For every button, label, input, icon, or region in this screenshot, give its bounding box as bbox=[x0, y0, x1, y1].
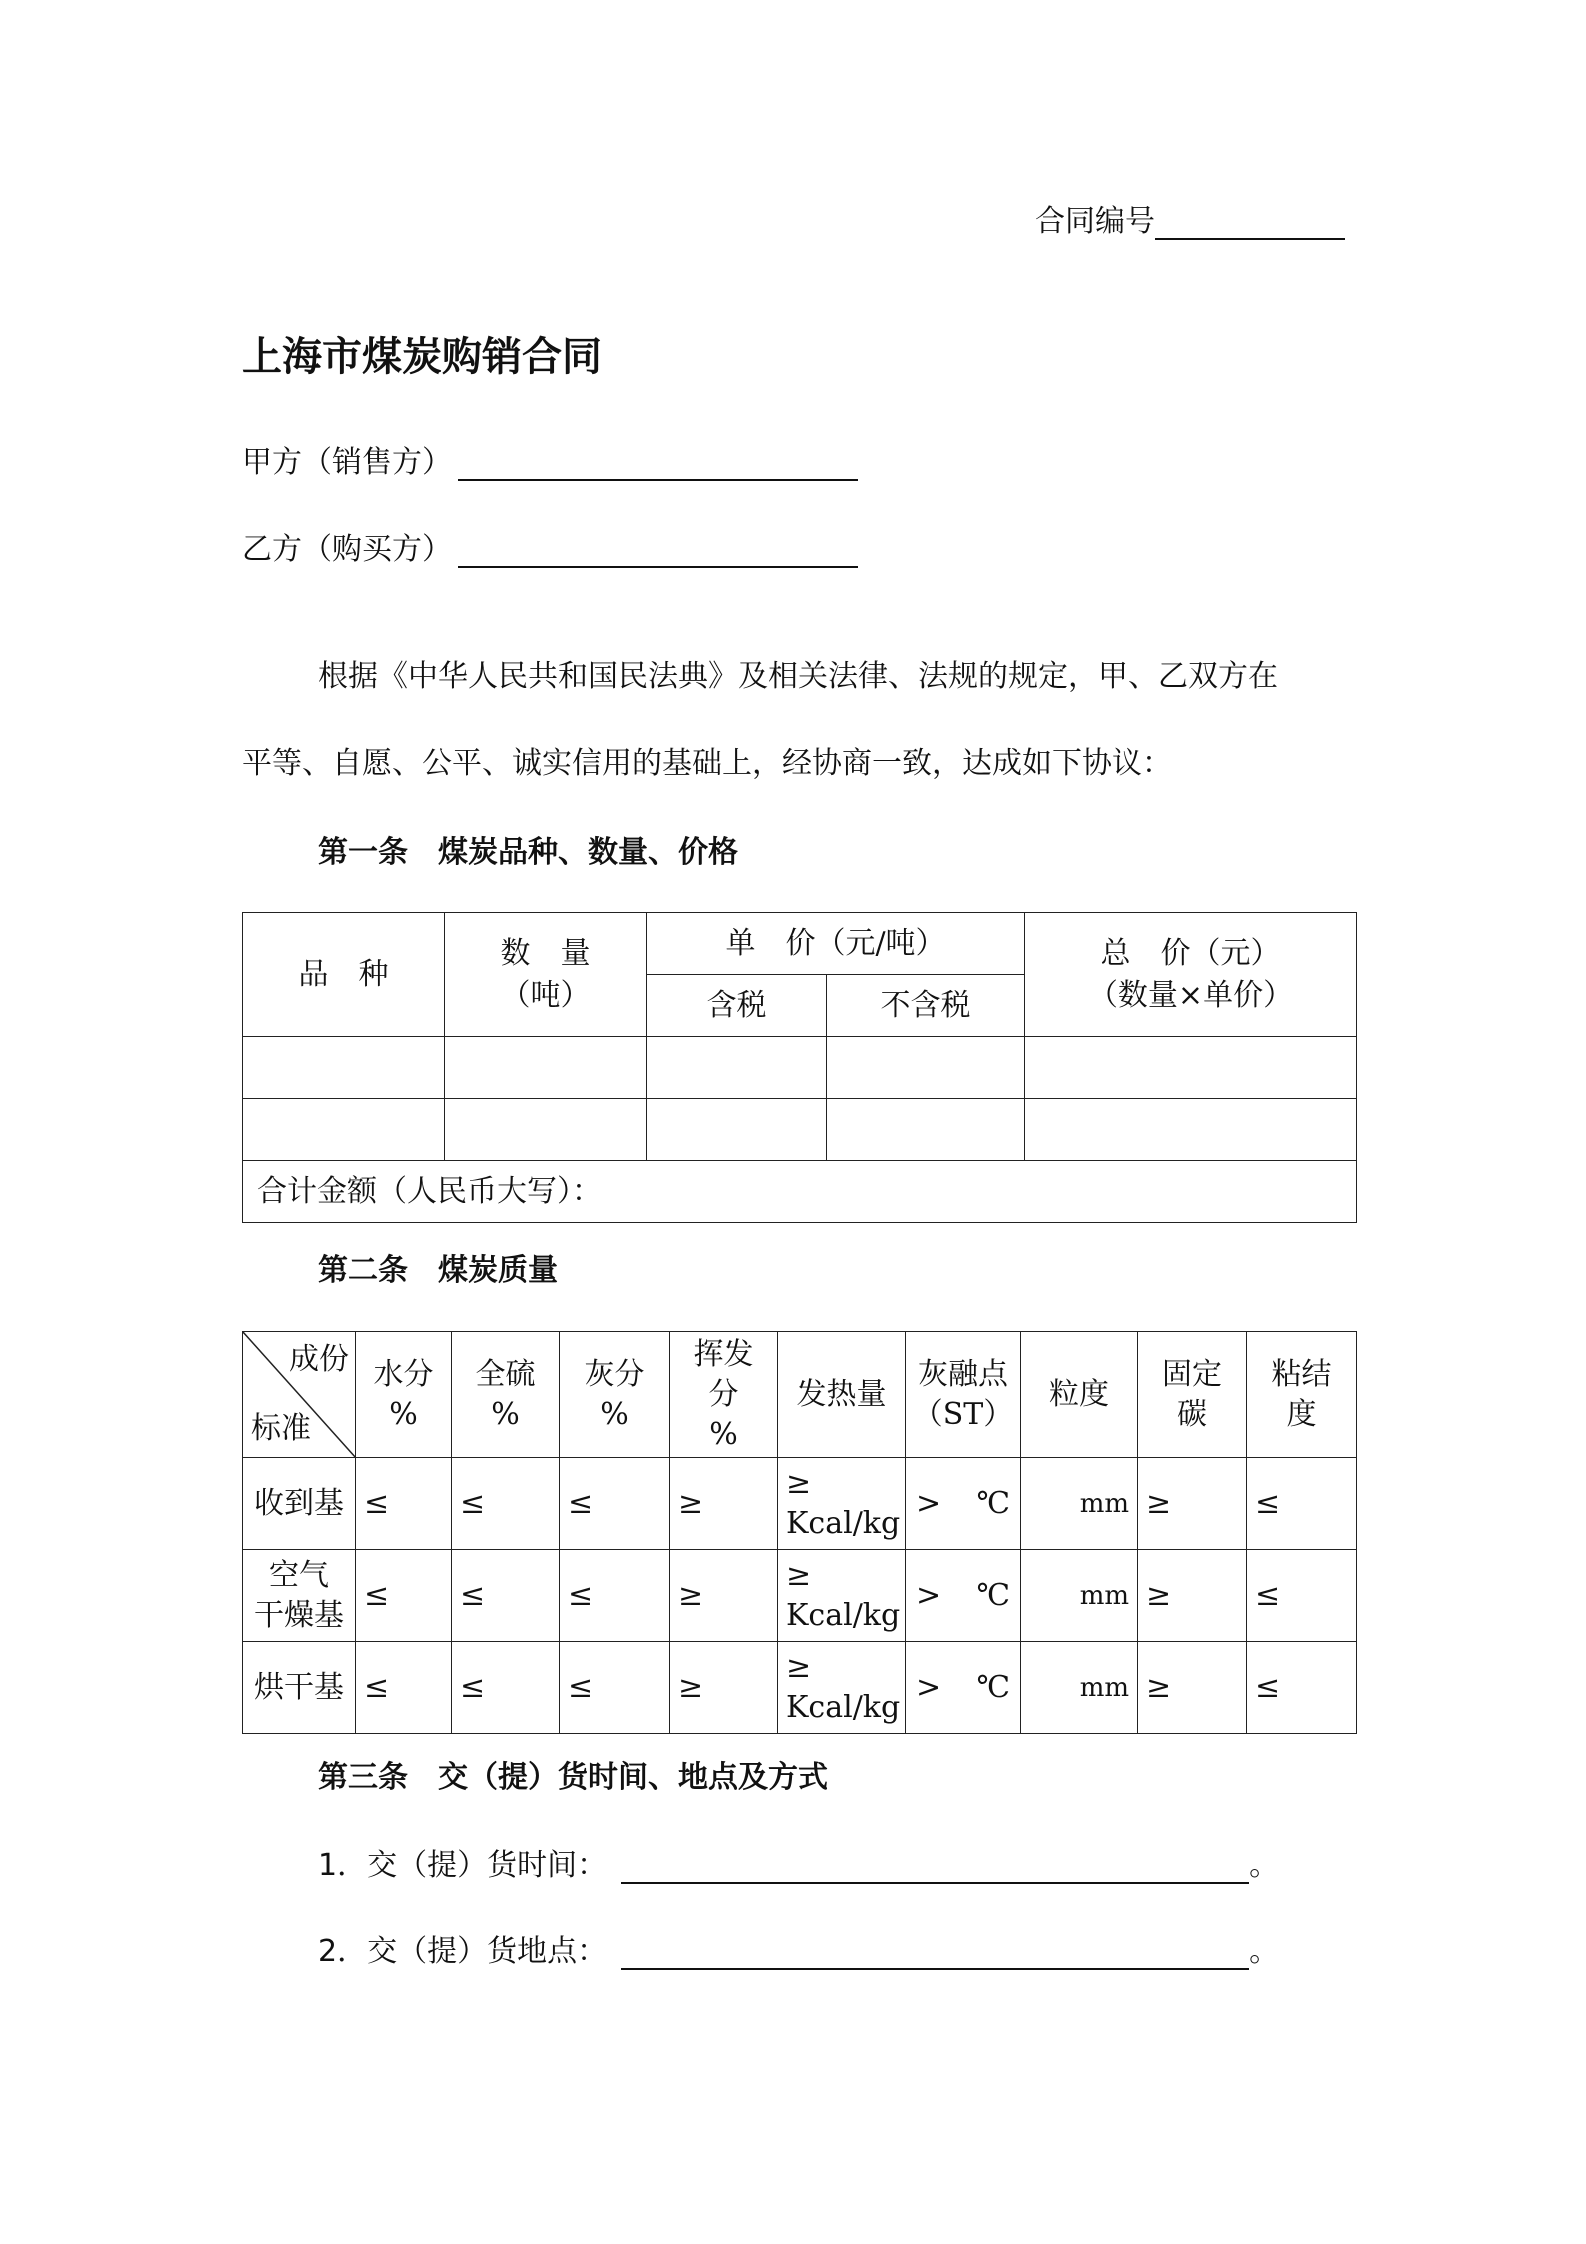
table-row bbox=[243, 1458, 1357, 1550]
header-variety: 品 种 bbox=[243, 913, 445, 1037]
ash-fusion-symbol: > bbox=[916, 1485, 942, 1521]
article-1-heading: 第一条 煤炭品种、数量、价格 bbox=[318, 835, 738, 870]
intro-line-2: 平等、自愿、公平、诚实信用的基础上，经协商一致，达成如下协议： bbox=[242, 746, 1172, 781]
cell-volatile[interactable]: ≥ bbox=[670, 1550, 778, 1642]
delivery-time-period: 。 bbox=[1249, 1848, 1280, 1883]
cell-particle-size[interactable]: mm bbox=[1021, 1642, 1138, 1734]
header-calorific bbox=[778, 1332, 906, 1458]
header-volatile-line2: 分 bbox=[708, 1376, 739, 1412]
party-b bbox=[242, 524, 858, 568]
cell-ash-fusion[interactable] bbox=[906, 1550, 1021, 1642]
delivery-place-item bbox=[318, 1926, 1279, 1970]
header-volatile bbox=[670, 1332, 778, 1458]
header-calorific-line1: 发热量 bbox=[796, 1376, 887, 1412]
cell-calorific[interactable] bbox=[778, 1458, 906, 1550]
cell-particle-size[interactable]: mm bbox=[1021, 1458, 1138, 1550]
table-row bbox=[243, 1099, 1357, 1161]
cell-moisture[interactable]: ≤ bbox=[356, 1550, 452, 1642]
corner-header bbox=[243, 1332, 356, 1458]
party-a-label: 甲方（销售方） bbox=[242, 445, 452, 480]
header-moisture-line1: 水分 bbox=[373, 1356, 434, 1392]
cell-volatile[interactable]: ≥ bbox=[670, 1642, 778, 1734]
price-table bbox=[242, 912, 1357, 1223]
ash-fusion-symbol: > bbox=[916, 1577, 942, 1613]
article-2-heading: 第二条 煤炭质量 bbox=[318, 1253, 558, 1288]
header-volatile-line3: % bbox=[709, 1416, 738, 1452]
ash-fusion-symbol: > bbox=[916, 1669, 942, 1705]
header-particle-size bbox=[1021, 1332, 1138, 1458]
cell-moisture[interactable]: ≤ bbox=[356, 1642, 452, 1734]
cell-fixed-carbon[interactable]: ≥ bbox=[1138, 1458, 1247, 1550]
cell-variety[interactable] bbox=[243, 1099, 445, 1161]
header-ash bbox=[560, 1332, 670, 1458]
party-a-blank[interactable] bbox=[458, 439, 858, 481]
header-caking-line1: 粘结 bbox=[1271, 1356, 1332, 1392]
header-ash-line1: 灰分 bbox=[584, 1356, 645, 1392]
row-label: 收到基 bbox=[243, 1458, 356, 1550]
corner-top-label: 成份 bbox=[289, 1342, 349, 1377]
cell-caking[interactable]: ≤ bbox=[1247, 1458, 1357, 1550]
calorific-unit: Kcal/kg bbox=[786, 1689, 901, 1725]
cell-sulfur[interactable]: ≤ bbox=[452, 1550, 560, 1642]
header-sulfur-line1: 全硫 bbox=[475, 1356, 536, 1392]
cell-ash-fusion[interactable] bbox=[906, 1458, 1021, 1550]
cell-variety[interactable] bbox=[243, 1037, 445, 1099]
document-title: 上海市煤炭购销合同 bbox=[242, 334, 602, 380]
header-sulfur-line2: % bbox=[491, 1396, 520, 1432]
table-row bbox=[243, 1037, 1357, 1099]
calorific-symbol: ≥ bbox=[786, 1557, 812, 1593]
header-ash-fusion bbox=[906, 1332, 1021, 1458]
header-fixed-carbon-line2: 碳 bbox=[1177, 1396, 1207, 1432]
cell-fixed-carbon[interactable]: ≥ bbox=[1138, 1642, 1247, 1734]
total-amount-cell[interactable]: 合计金额（人民币大写）： bbox=[243, 1161, 1357, 1223]
party-a bbox=[242, 437, 858, 481]
cell-caking[interactable]: ≤ bbox=[1247, 1642, 1357, 1734]
ash-fusion-unit: ℃ bbox=[976, 1669, 1010, 1705]
header-fixed-carbon bbox=[1138, 1332, 1247, 1458]
header-moisture-line2: % bbox=[389, 1396, 418, 1432]
row-label: 烘干基 bbox=[243, 1642, 356, 1734]
header-quantity bbox=[445, 913, 647, 1037]
header-tax-included: 含税 bbox=[647, 975, 827, 1037]
party-b-blank[interactable] bbox=[458, 526, 858, 568]
cell-ash-fusion[interactable] bbox=[906, 1642, 1021, 1734]
cell-volatile[interactable]: ≥ bbox=[670, 1458, 778, 1550]
table-row bbox=[243, 1642, 1357, 1734]
calorific-symbol: ≥ bbox=[786, 1465, 812, 1501]
party-b-label: 乙方（购买方） bbox=[242, 532, 452, 567]
intro-line-1: 根据《中华人民共和国民法典》及相关法律、法规的规定，甲、乙双方在 bbox=[318, 659, 1278, 694]
header-total-line2: （数量×单价） bbox=[1087, 977, 1294, 1013]
contract-number-label: 合同编号 bbox=[1035, 204, 1155, 239]
ash-fusion-unit: ℃ bbox=[976, 1485, 1010, 1521]
cell-ash[interactable]: ≤ bbox=[560, 1642, 670, 1734]
table-row bbox=[243, 1550, 1357, 1642]
ash-fusion-unit: ℃ bbox=[976, 1577, 1010, 1613]
contract-number bbox=[1035, 196, 1345, 240]
header-fixed-carbon-line1: 固定 bbox=[1162, 1356, 1222, 1392]
cell-moisture[interactable]: ≤ bbox=[356, 1458, 452, 1550]
calorific-unit: Kcal/kg bbox=[786, 1505, 901, 1541]
cell-total[interactable] bbox=[1025, 1099, 1357, 1161]
row-label-line2: 干燥基 bbox=[254, 1597, 344, 1633]
header-ash-fusion-line2: （ST） bbox=[912, 1396, 1014, 1432]
quality-table bbox=[242, 1331, 1357, 1734]
header-caking bbox=[1247, 1332, 1357, 1458]
header-quantity-line1: 数 量 bbox=[500, 935, 591, 971]
header-unit-price: 单 价（元/吨） bbox=[647, 913, 1025, 975]
header-caking-line2: 度 bbox=[1286, 1396, 1317, 1432]
delivery-time-label: 1．交（提）货时间： bbox=[318, 1848, 608, 1883]
delivery-time-blank[interactable] bbox=[621, 1842, 1249, 1884]
contract-number-blank[interactable] bbox=[1155, 202, 1345, 240]
calorific-symbol: ≥ bbox=[786, 1649, 812, 1685]
cell-calorific[interactable] bbox=[778, 1642, 906, 1734]
cell-total[interactable] bbox=[1025, 1037, 1357, 1099]
cell-caking[interactable]: ≤ bbox=[1247, 1550, 1357, 1642]
cell-tax-included[interactable] bbox=[647, 1099, 827, 1161]
cell-ash[interactable]: ≤ bbox=[560, 1550, 670, 1642]
cell-tax-excluded[interactable] bbox=[827, 1037, 1025, 1099]
delivery-place-label: 2．交（提）货地点： bbox=[318, 1934, 608, 1969]
header-tax-excluded: 不含税 bbox=[827, 975, 1025, 1037]
cell-calorific[interactable] bbox=[778, 1550, 906, 1642]
row-label-line1: 空气 bbox=[269, 1557, 329, 1593]
header-particle-size-line1: 粒度 bbox=[1049, 1376, 1109, 1412]
header-ash-line2: % bbox=[600, 1396, 629, 1432]
corner-bottom-label: 标准 bbox=[251, 1411, 311, 1446]
cell-tax-included[interactable] bbox=[647, 1037, 827, 1099]
header-total bbox=[1025, 913, 1357, 1037]
article-3-heading: 第三条 交（提）货时间、地点及方式 bbox=[318, 1760, 828, 1795]
header-volatile-line1: 挥发 bbox=[693, 1336, 754, 1372]
cell-particle-size[interactable]: mm bbox=[1021, 1550, 1138, 1642]
header-total-line1: 总 价（元） bbox=[1100, 935, 1281, 971]
cell-quantity[interactable] bbox=[445, 1037, 647, 1099]
delivery-time-item bbox=[318, 1840, 1279, 1884]
delivery-place-blank[interactable] bbox=[621, 1928, 1249, 1970]
header-moisture bbox=[356, 1332, 452, 1458]
row-label bbox=[243, 1550, 356, 1642]
cell-sulfur[interactable]: ≤ bbox=[452, 1458, 560, 1550]
cell-fixed-carbon[interactable]: ≥ bbox=[1138, 1550, 1247, 1642]
cell-sulfur[interactable]: ≤ bbox=[452, 1642, 560, 1734]
delivery-place-period: 。 bbox=[1249, 1934, 1280, 1969]
header-ash-fusion-line1: 灰融点 bbox=[918, 1356, 1008, 1392]
cell-quantity[interactable] bbox=[445, 1099, 647, 1161]
header-quantity-line2: （吨） bbox=[500, 977, 591, 1013]
cell-tax-excluded[interactable] bbox=[827, 1099, 1025, 1161]
cell-ash[interactable]: ≤ bbox=[560, 1458, 670, 1550]
header-sulfur bbox=[452, 1332, 560, 1458]
calorific-unit: Kcal/kg bbox=[786, 1597, 901, 1633]
